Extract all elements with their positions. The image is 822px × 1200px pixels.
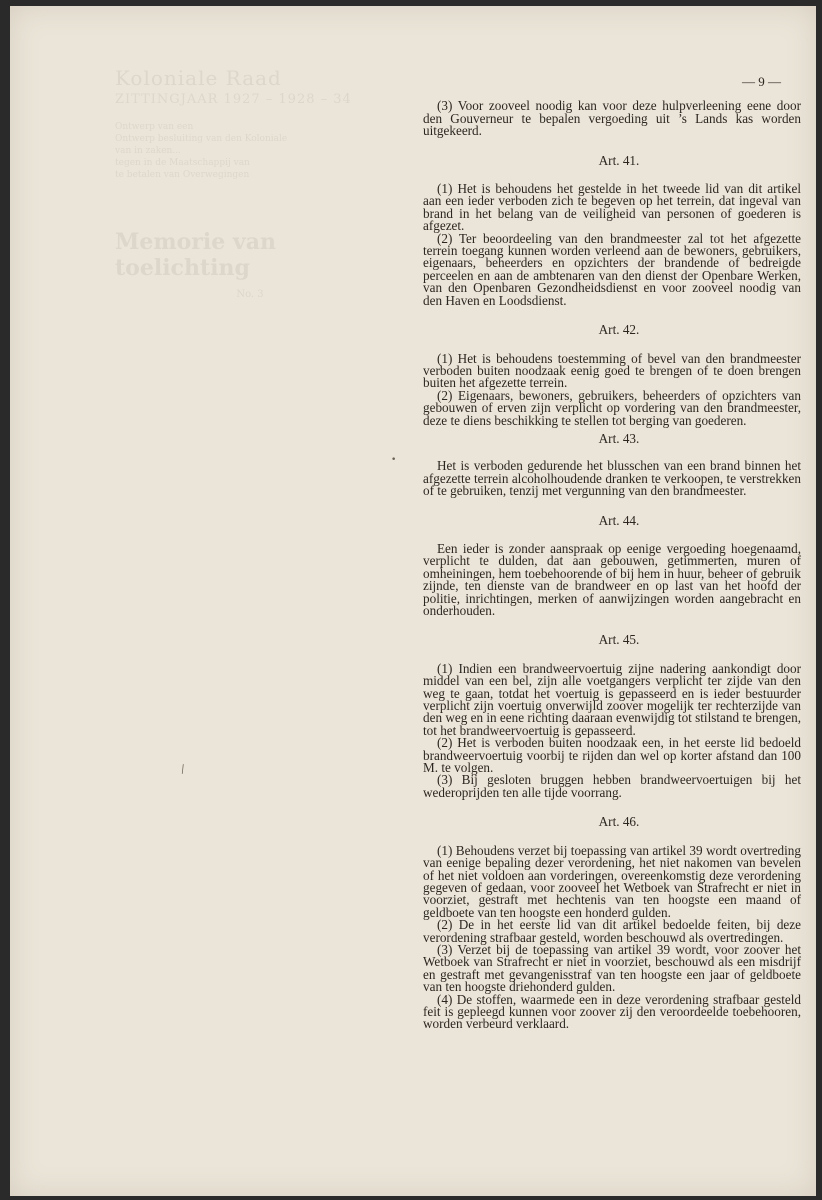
article-42-paragraph-2: (2) Eigenaars, bewoners, gebruikers, beheerders of opzichters van gebouwen of erven zijn verplicht op vordering van den brandmeester, deze te diens beschikking te stellen tot berging van goederen. (423, 387, 801, 428)
article-45-paragraph-3: (3) Bij gesloten bruggen hebben brandweervoertuigen bij het wederoprijden ten alle tijde voorrang. (423, 772, 801, 800)
article-44-paragraph-1: Een ieder is zonder aanspraak op eenige vergoeding hoegenaamd, verplicht te dulden, dat aan gebouwen, getimmerten, muren of omheiningen, hem toebehoorende of bij hem in huur, beheer of gebruik zijnde, ten dienste van de brandweer en op last van het hoofd der politie, inrichtingen, merken of aanwijzingen worden aangebracht en onderhouden. (423, 540, 801, 618)
text-column (423, 76, 801, 1031)
article-heading-41: Art. 41. (598, 152, 640, 168)
show-through-text: Koloniale Raad ZITTINGJAAR 1927 – 1928 – 34 Ontwerp van een Ontwerp besluiting van den Koloniale van in zaken... tegen in de Maatschappij van te betalen van Overwegingen Memorie van toelichting No. 3 (115, 66, 352, 300)
article-46-paragraph-2: (2) De in het eerste lid van dit artikel bedoelde feiten, bij deze verordening strafbaar gesteld, worden beschouwd als overtredingen. (423, 917, 801, 945)
article-46-paragraph-4: (4) De stoffen, waarmede een in deze verordening strafbaar gesteld feit is gepleegd kunnen voor zoover zij den veroordeelde toebehooren, worden verbeurd verklaard. (423, 991, 801, 1032)
article-41-paragraph-1: (1) Het is behoudens het gestelde in het tweede lid van dit artikel aan een ieder verboden zich te begeven op het terrein, dat ingeval van brand in het belang van de veiligheid van personen of goederen is afgezet. (423, 181, 801, 234)
page-number: — 9 — (742, 74, 781, 89)
article-heading-42: Art. 42. (598, 322, 640, 338)
article-heading-45: Art. 45. (598, 632, 640, 648)
article-heading-44: Art. 44. (598, 512, 640, 528)
article-43-paragraph-1: Het is verboden gedurende het blusschen van een brand binnen het afgezette terrein alcoholhoudende dranken te verkoopen, te verstrekken of te gebruiken, tenzij met vergunning van den brandmeester. (423, 458, 801, 499)
article-46-paragraph-3: (3) Verzet bij de toepassing van artikel 39 wordt, voor zoover het Wetboek van Strafrecht er niet in voorziet, beschouwd als een misdrijf en gestraft met gevangenisstraf van ten hoogste een jaar of geldboete van ten hoogste driehonderd gulden. (423, 941, 801, 995)
pencil-tick-mark: ⁄ (179, 763, 187, 776)
article-45-paragraph-1: (1) Indien een brandweervoertuig zijne nadering aankondigt door middel van een bel, zijn alle voetgangers verplicht ter zijde van den weg te gaan, totdat het voertuig is gepasseerd en is ieder bestuurder verplicht zijn voertuig onverwijld zoover mogelijk ter rechterzijde van den weg en in eene richting daaraan evenwijdig tot stilstand te brengen, tot het brandweervoertuig is gepasseerd. (423, 660, 801, 738)
article-46-paragraph-1: (1) Behoudens verzet bij toepassing van artikel 39 wordt overtreding van eenige bepaling dezer verordening, het niet nakomen van bevelen of het niet voldoen aan vorderingen, overeenkomstig deze verordening gegeven of gedaan, voor zooveel het Wetboek van Strafrecht er niet in voorziet, gestraft met hechtenis van ten hoogste een maand of geldboete van ten hoogste een honderd gulden. (423, 842, 801, 920)
article-heading-43: Art. 43. (598, 430, 640, 446)
article-42-paragraph-1: (1) Het is behoudens toestemming of bevel van den brandmeester verboden buiten noodzaak eenig goed te brengen of te doen brengen buiten het afgezette terrein. (423, 350, 801, 391)
ink-dot-mark: • (391, 455, 397, 465)
intro-paragraph: (3) Voor zooveel noodig kan voor deze hulpverleening eene door den Gouverneur te bepalen vergoeding uit ’s Lands kas worden uitgekeerd. (423, 98, 801, 139)
article-heading-46: Art. 46. (598, 814, 640, 830)
article-45-paragraph-2: (2) Het is verboden buiten noodzaak een, in het eerste lid bedoeld brandweervoertuig voorbij te rijden dan wel op korter afstand dan 100 M. te volgen. (423, 735, 801, 776)
article-41-paragraph-2: (2) Ter beoordeeling van den brandmeester zal tot het afgezette terrein toegang kunnen worden verleend aan de bewoners, gebruikers, eigenaars, beheerders en opzichters der brandende of bedreigde perceelen en aan de ambtenaren van den dienst der Openbare Werken, van den Openbaren Gezondheidsdienst en voor zooveel noodig van den Haven en Loodsdienst. (423, 230, 801, 308)
document-page (10, 6, 816, 1196)
